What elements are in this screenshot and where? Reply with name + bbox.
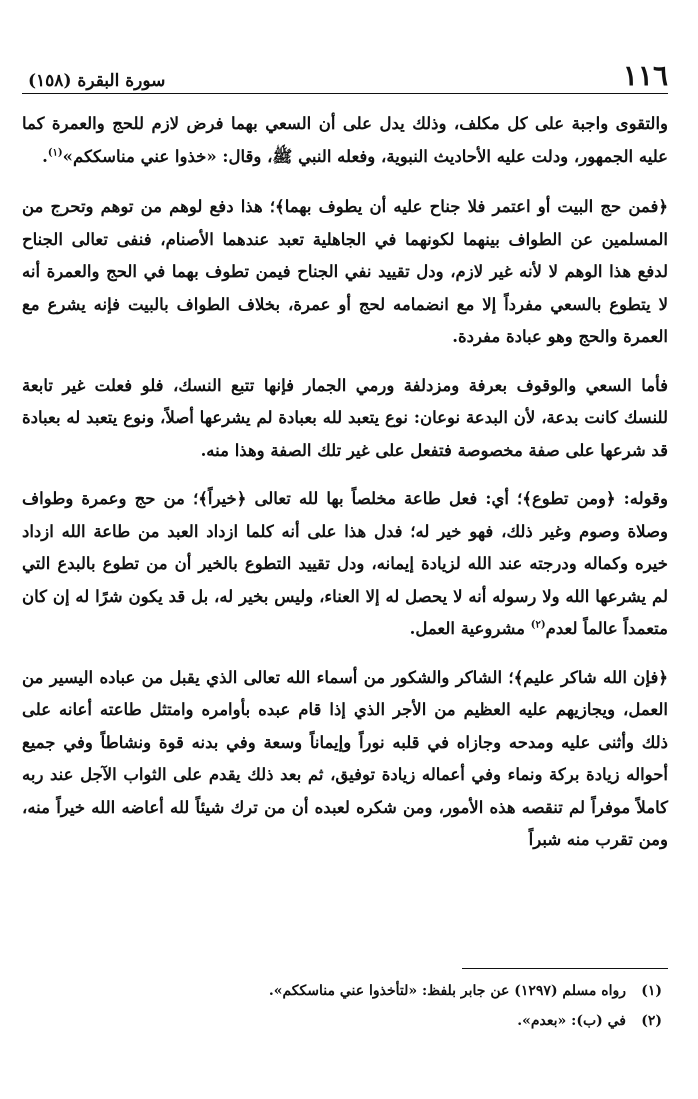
running-head: سورة البقرة (١٥٨) (28, 71, 166, 91)
footnote-number: (٢) (641, 1013, 662, 1029)
footnote-divider (462, 968, 668, 969)
paragraph: فأما السعي والوقوف بعرفة ومزدلفة ورمي الجمار فإنها تتبع النسك، فلو فعلت غير تابعة للنسك كانت بدعة، لأن البدعة نوعان: نوع يتعبد لله بعبادة لم يشرعها أصلاً، ونوع يتعبد له بعبادة قد شرعها على صفة مخصوصة فتفعل على غير تلك الصفة وهذا منه. (22, 375, 668, 460)
paragraph: والتقوى واجبة على كل مكلف، وذلك يدل على أن السعي بهما فرض لازم للحج والعمرة كما عليه الجمهور، ودلت عليه الأحاديث النبوية، وفعله النبي ﷺ، وقال: «خذوا عني مناسككم»$^{(١)}$. (22, 114, 668, 166)
book-page (22, 52, 668, 1079)
body-text (22, 108, 668, 857)
footnote-text: رواه مسلم (١٢٩٧) عن جابر بلفظ: «لتأخذوا عني مناسككم». (268, 983, 626, 999)
paragraph: ﴿فمن حج البيت أو اعتمر فلا جناح عليه أن يطوف بهما﴾؛ هذا دفع لوهم من توهم وتحرج من المسلمين عن الطواف بينهما لكونهما في الجاهلية تعبد عندهما الأصنام، فنفى تعالى الجناح لدفع هذا الوهم لا لأنه غير لازم، ودل تقييد نفي الجناح فيمن تطوف بهما في الحج والعمرة أنه لا يتطوع بالسعي مفرداً إلا مع انضمامه لحج أو عمرة، بخلاف الطواف بالبيت فإنه يشرع مع العمرة والحج وهو عبادة مفردة. (22, 197, 668, 346)
footnote-text: في (ب): «بعدم». (517, 1013, 626, 1029)
footnote (22, 976, 662, 1006)
footnote-number: (١) (641, 983, 662, 999)
footnote-ref[interactable]: (٢) (530, 619, 546, 631)
paragraph: وقوله: ﴿ومن تطوع﴾؛ أي: فعل طاعة مخلصاً بها لله تعالى ﴿خيراً﴾؛ من حج وعمرة وطواف وصلاة وصوم وغير ذلك، فهو خير له؛ فدل هذا على أنه كلما ازداد العبد من طاعة الله ازداد خيره وكماله ودرجته عند الله لزيادة إيمانه، ودل تقييد التطوع بالخير أن من تطوع بالبدع التي لم يشرعها الله ولا رسوله أنه لا يحصل له إلا العناء، وليس بخير له، بل قد يكون شرًا له إن كان متعمداً عالماً لعدم$^{(٢)}$ مشروعية العمل. (22, 489, 668, 638)
page-header (22, 52, 668, 94)
footnotes (22, 976, 662, 1036)
paragraph: ﴿فإن الله شاكر عليم﴾؛ الشاكر والشكور من أسماء الله تعالى الذي يقبل من عباده اليسير من العمل، ويجازيهم عليه العظيم من الأجر الذي إذا قام عبده بأوامره وامتثل طاعته أعانه على ذلك وأثنى عليه ومدحه وجازاه في قلبه نوراً وإيماناً وسعة وفي بدنه قوة ونشاطاً وفي جميع أحواله زيادة بركة ونماء وفي أعماله زيادة توفيق، ثم بعد ذلك يقدم على الثواب الآجل عند ربه كاملاً موفراً لم تنقصه هذه الأمور، ومن شكره لعبده أن من ترك شيئاً لله أعاضه الله خيراً منه، ومن تقرب منه شبراً (22, 667, 668, 849)
page-number: ١١٦ (622, 59, 668, 92)
footnote-ref[interactable]: (١) (47, 147, 63, 158)
footnote (22, 1006, 662, 1036)
